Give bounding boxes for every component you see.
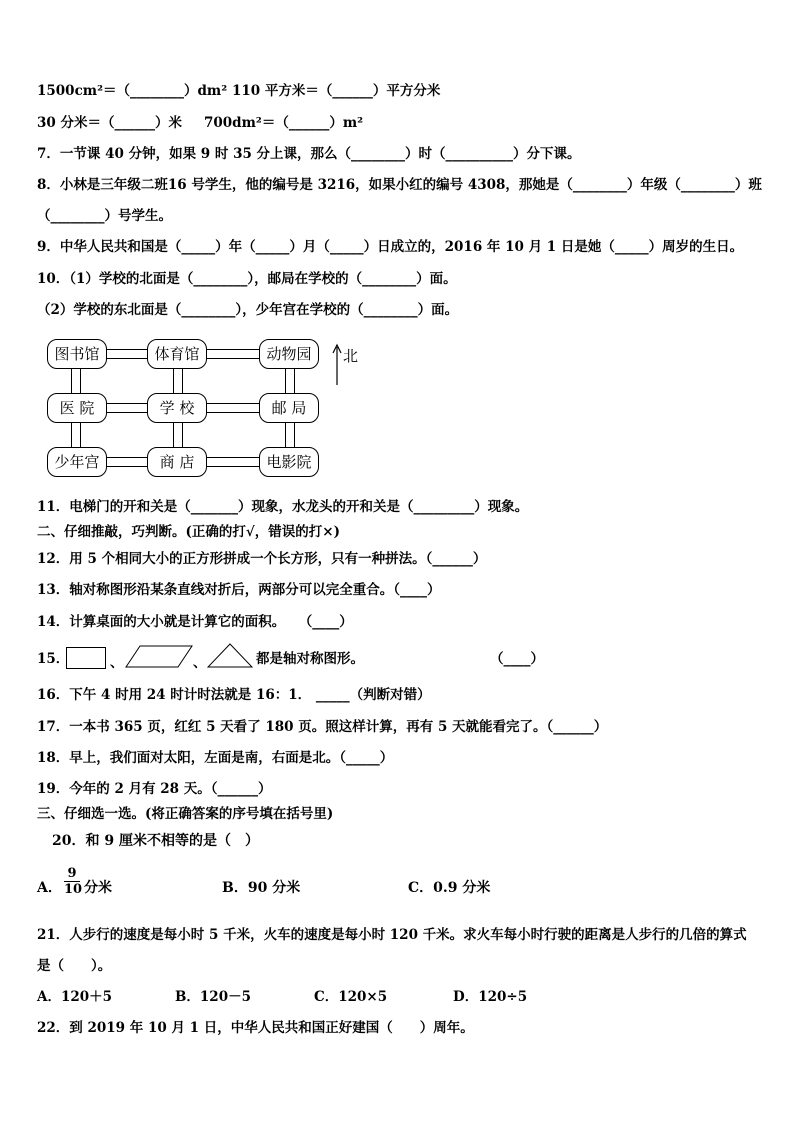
q21-option-a: A．120＋5 <box>37 989 113 1005</box>
question-19: 19．今年的 2 月有 28 天。（______） <box>37 781 272 797</box>
map-post-office: 邮 局 <box>259 393 319 423</box>
q20-option-b: B．90 分米 <box>222 880 301 896</box>
road <box>71 369 81 393</box>
north-arrow-icon <box>331 343 343 387</box>
question-16: 16．下午 4 时用 24 时计时法就是 16：1． _____（判断对错） <box>37 687 431 703</box>
map-youth-palace: 少年宫 <box>47 447 107 477</box>
road <box>106 403 148 413</box>
rectangle-shape <box>66 647 106 669</box>
question-13: 13．轴对称图形沿某条直线对折后，两部分可以完全重合。（____） <box>37 582 441 598</box>
q6-line2-a: 30 分米＝（______）米 <box>37 115 182 131</box>
question-18: 18．早上，我们面对太阳，左面是南，右面是北。（_____） <box>37 750 394 766</box>
question-15-answer: （____） <box>490 651 544 667</box>
road <box>206 403 260 413</box>
question-15-number: 15． <box>37 651 70 667</box>
north-label: 北 <box>343 347 359 365</box>
fraction-denominator: 10 <box>64 882 83 897</box>
separator: 、 <box>110 655 124 671</box>
question-21-line2: 是（ ）。 <box>37 958 112 974</box>
section-3-heading: 三、仔细选一选。(将正确答案的序号填在括号里) <box>37 806 334 822</box>
question-17: 17．一本书 365 页，红红 5 天看了 180 页。照这样计算，再有 5 天就能看完了。（______） <box>37 719 608 735</box>
question-10-part2: （2）学校的东北面是（________），少年宫在学校的（________）面。 <box>37 302 459 318</box>
road <box>285 369 295 393</box>
map-cinema: 电影院 <box>259 447 319 477</box>
question-12: 12．用 5 个相同大小的正方形拼成一个长方形，只有一种拼法。（______） <box>37 551 487 567</box>
q6-line1-a: 1500cm²＝（________）dm² <box>37 83 228 99</box>
section-2-heading: 二、仔细推敲，巧判断。(正确的打√，错误的打×) <box>37 524 340 540</box>
q6-line2-b: 700dm²＝（______）m² <box>204 115 364 131</box>
road <box>71 423 81 447</box>
map-library: 图书馆 <box>47 339 107 369</box>
road <box>106 349 148 359</box>
question-15-text: 都是轴对称图形。 <box>256 651 364 667</box>
road <box>173 369 183 393</box>
q20-option-a-unit: 分米 <box>84 880 112 896</box>
map-school: 学 校 <box>147 393 207 423</box>
q21-option-c: C．120×5 <box>314 989 388 1005</box>
map-hospital: 医 院 <box>47 393 107 423</box>
q6-line1-b: 110 平方米＝（______）平方分米 <box>232 83 441 99</box>
question-10-part1: 10．（1）学校的北面是（________），邮局在学校的（________）面。 <box>37 271 457 287</box>
q20-option-c: C．0.9 分米 <box>408 880 491 896</box>
parallelogram-shape <box>124 645 194 669</box>
road <box>106 457 148 467</box>
question-9: 9．中华人民共和国是（_____）年（_____）月（_____）日成立的，2016 年 10 月 1 日是她（_____）周岁的生日。 <box>37 239 744 255</box>
road <box>285 423 295 447</box>
road <box>206 349 260 359</box>
q21-option-b: B．120－5 <box>175 989 251 1005</box>
map-gym: 体育馆 <box>147 339 207 369</box>
road <box>173 423 183 447</box>
question-21-line1: 21．人步行的速度是每小时 5 千米，火车的速度是每小时 120 千米。求火车每小时行驶的距离是人步行的几倍的算式 <box>37 927 747 943</box>
map-shop: 商 店 <box>147 447 207 477</box>
q20-option-a-label: A． <box>37 880 62 896</box>
map-zoo: 动物园 <box>259 339 319 369</box>
question-7: 7．一节课 40 分钟，如果 9 时 35 分上课，那么（________）时（__________）分下课。 <box>37 146 581 162</box>
question-8-line1: 8．小林是三年级二班16 号学生，他的编号是 3216，如果小红的编号 4308，那她是（________）年级（________）班 <box>37 177 762 193</box>
question-22: 22．到 2019 年 10 月 1 日，中华人民共和国正好建国（ ）周年。 <box>37 1020 474 1036</box>
question-8-line2: （________）号学生。 <box>37 208 172 224</box>
question-14: 14．计算桌面的大小就是计算它的面积。 （____） <box>37 614 353 630</box>
q20-option-a-fraction <box>64 866 83 897</box>
q21-option-d: D．120÷5 <box>453 989 528 1005</box>
triangle-shape <box>207 643 253 669</box>
fraction-numerator: 9 <box>67 866 77 881</box>
question-20: 20．和 9 厘米不相等的是（ ） <box>52 833 259 849</box>
road <box>206 457 260 467</box>
question-11: 11．电梯门的开和关是（_______）现象，水龙头的开和关是（_________）现象。 <box>37 499 529 515</box>
separator: 、 <box>193 655 207 671</box>
